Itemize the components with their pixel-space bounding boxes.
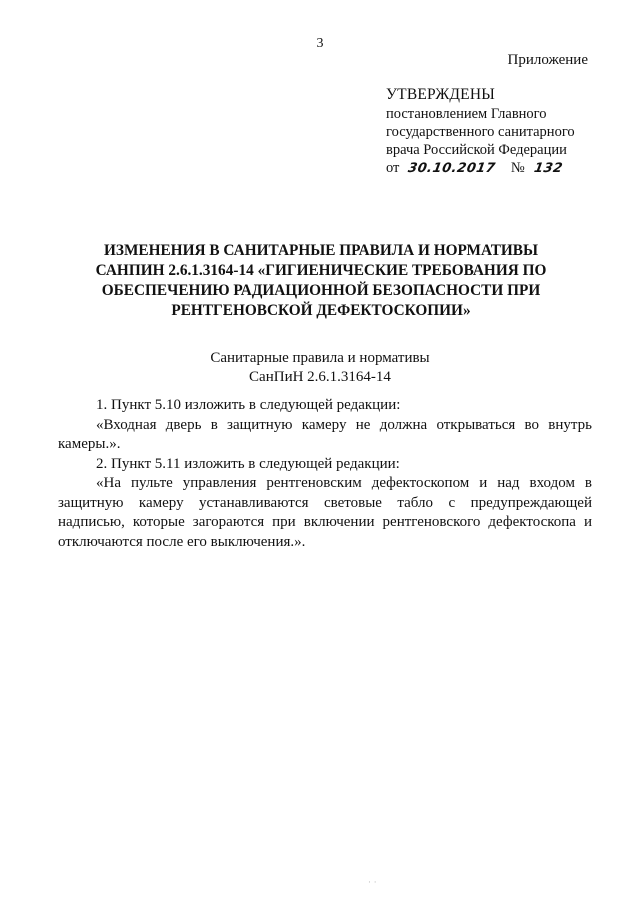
- page-number: 3: [316, 36, 324, 51]
- subtitle-line: СанПиН 2.6.1.3164-14: [249, 369, 391, 385]
- approval-line: врача Российской Федерации: [386, 142, 567, 158]
- document-body: [58, 396, 592, 552]
- document-subtitle: [0, 349, 640, 387]
- from-label: от: [386, 160, 400, 176]
- title-line: САНПИН 2.6.1.3164-14 «ГИГИЕНИЧЕСКИЕ ТРЕБОВАНИЯ ПО: [95, 262, 547, 279]
- approved-heading: УТВЕРЖДЕНЫ: [386, 86, 495, 103]
- item-text: «Входная дверь в защитную камеру не должна открываться во внутрь камеры.».: [58, 416, 592, 452]
- handwritten-date: 30.10.2017: [406, 161, 497, 176]
- title-line: ОБЕСПЕЧЕНИЮ РАДИАЦИОННОЙ БЕЗОПАСНОСТИ ПРИ: [101, 282, 541, 299]
- subtitle-line: Санитарные правила и нормативы: [210, 350, 430, 366]
- item-heading: 1. Пункт 5.10 изложить в следующей редакции:: [96, 397, 401, 413]
- document-title: [60, 241, 582, 321]
- title-line: РЕНТГЕНОВСКОЙ ДЕФЕКТОСКОПИИ»: [171, 302, 471, 319]
- appendix-label: Приложение: [507, 52, 588, 68]
- item-heading: 2. Пункт 5.11 изложить в следующей редакции:: [96, 455, 400, 472]
- title-line: ИЗМЕНЕНИЯ В САНИТАРНЫЕ ПРАВИЛА И НОРМАТИВЫ: [103, 242, 539, 259]
- approval-line: постановлением Главного: [386, 106, 547, 122]
- approval-line: государственного санитарного: [386, 124, 575, 140]
- approval-block: [386, 86, 575, 178]
- item-text: «На пульте управления рентгеновским дефектоскопом и над входом в защитную камеру устанавливаются световые табло с предупреждающей надписью, которые загораются при включении рентгеновского дефектоскопа и отключаются после его выключения.».: [58, 475, 592, 550]
- number-label: №: [510, 160, 525, 176]
- handwritten-number: 132: [533, 161, 565, 176]
- scan-mark: · ·: [368, 878, 377, 888]
- approval-date-line: [386, 159, 575, 178]
